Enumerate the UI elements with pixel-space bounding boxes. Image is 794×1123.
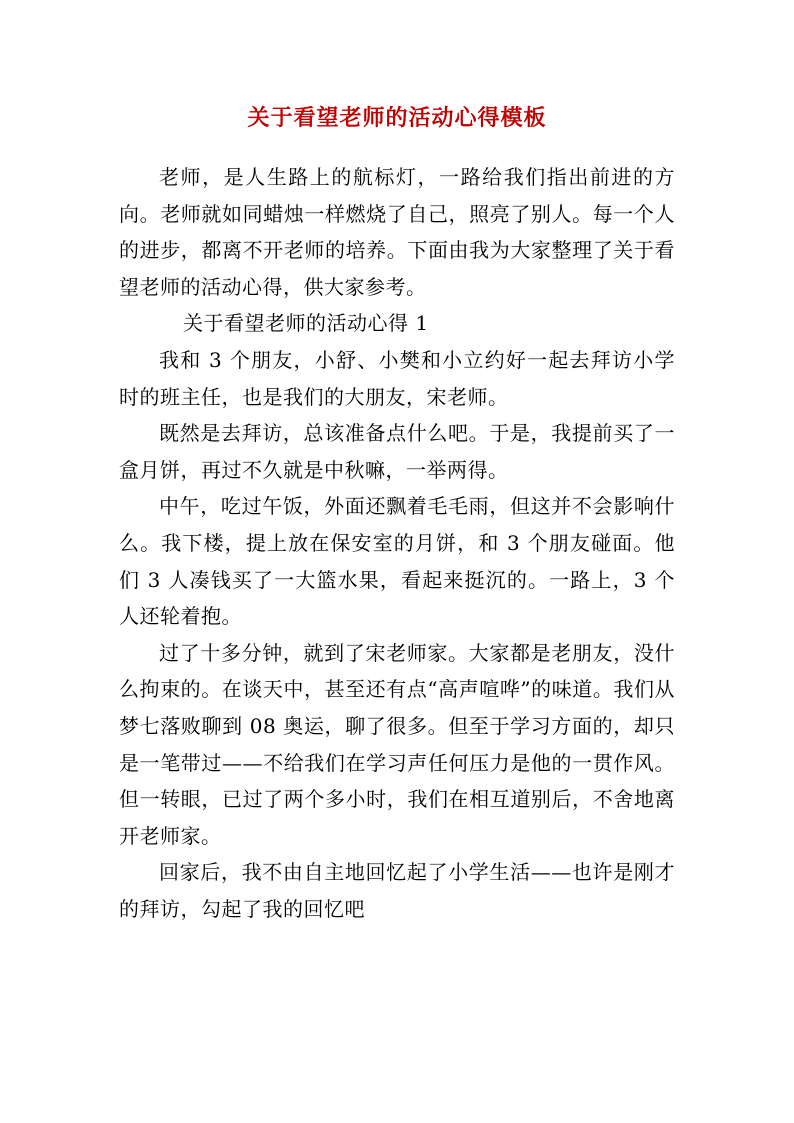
body-paragraph: 中午，吃过午饭，外面还飘着毛毛雨，但这并不会影响什么。我下楼，提上放在保安室的月饼，和 3 个朋友碰面。他们 3 人凑钱买了一大篮水果，看起来挺沉的。一路上，3 个人还轮着抱。	[119, 494, 675, 629]
intro-paragraph: 老师，是人生路上的航标灯，一路给我们指出前进的方向。老师就如同蜡烛一样燃烧了自己，照亮了别人。每一个人的进步，都离不开老师的培养。下面由我为大家整理了关于看望老师的活动心得，供大家参考。	[119, 165, 675, 299]
body-paragraph: 我和 3 个朋友，小舒、小樊和小立约好一起去拜访小学时的班主任，也是我们的大朋友，宋老师。	[119, 347, 675, 409]
document-title: 关于看望老师的活动心得模板	[247, 105, 547, 131]
body-paragraph: 过了十多分钟，就到了宋老师家。大家都是老朋友，没什么拘束的。在谈天中，甚至还有点“高声喧哗”的味道。我们从梦七落败聊到 08 奥运，聊了很多。但至于学习方面的，却只是一笔带过——不给我们在学习声任何压力是他的一贯作风。但一转眼，已过了两个多小时，我们在相互道别后，不舍地离开老师家。	[119, 640, 675, 848]
body-paragraph: 既然是去拜访，总该准备点什么吧。于是，我提前买了一盒月饼，再过不久就是中秋嘛，一举两得。	[119, 421, 675, 482]
section-heading: 关于看望老师的活动心得 1	[183, 311, 429, 336]
body-paragraph: 回家后，我不由自主地回忆起了小学生活——也许是刚才的拜访，勾起了我的回忆吧	[119, 860, 675, 921]
document-body	[119, 159, 675, 927]
